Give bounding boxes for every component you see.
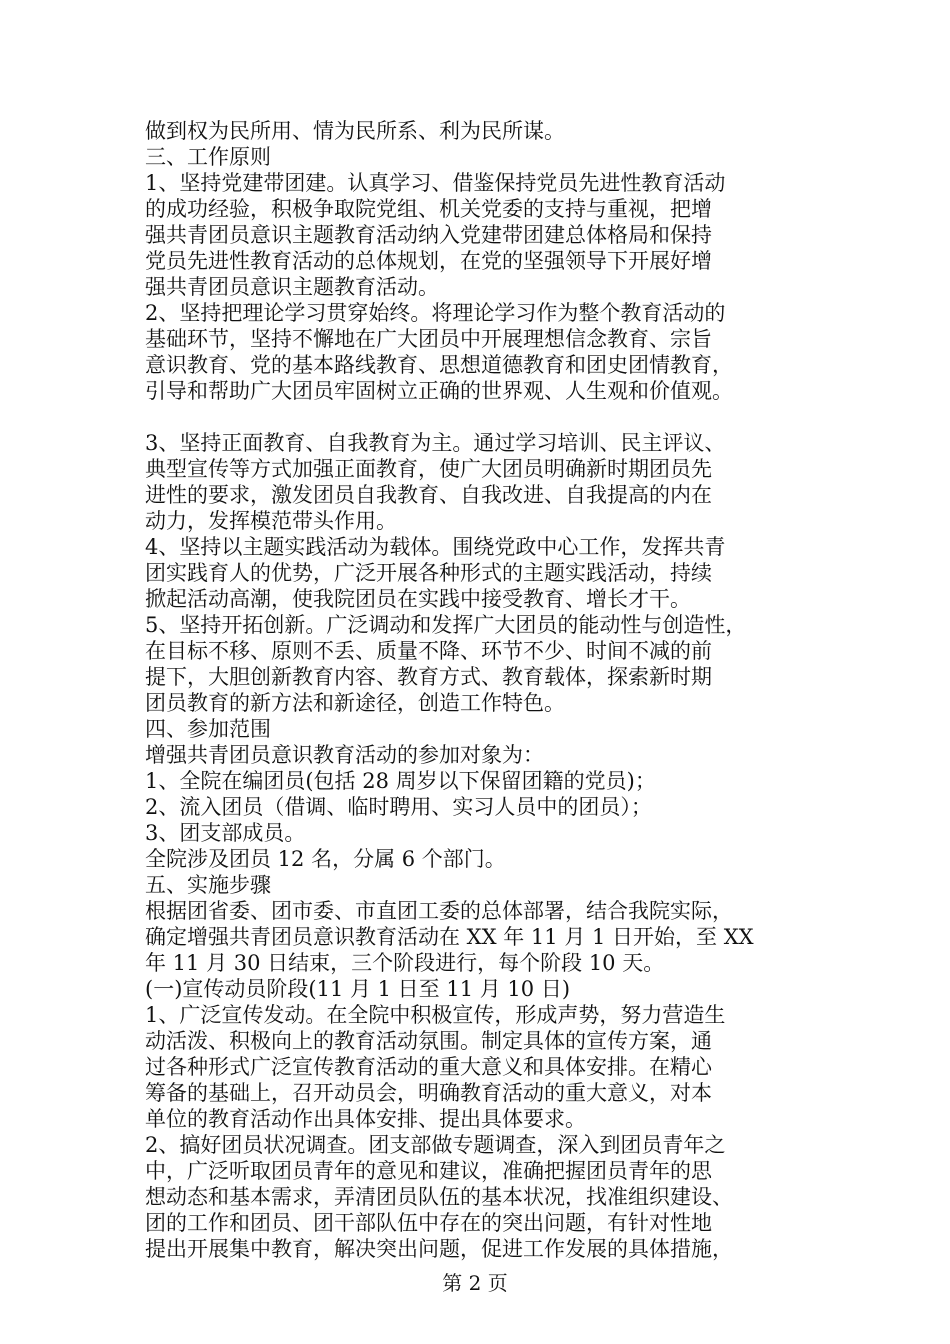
text-line: 2、搞好团员状况调查。团支部做专题调查，深入到团员青年之 <box>145 1133 726 1157</box>
text-line: 1、坚持党建带团建。认真学习、借鉴保持党员先进性教育活动 <box>145 171 726 195</box>
text-line: 进性的要求，激发团员自我教育、自我改进、自我提高的内在 <box>145 483 712 507</box>
text-line: 3、坚持正面教育、自我教育为主。通过学习培训、民主评议、 <box>145 431 726 455</box>
text-line: 单位的教育活动作出具体安排、提出具体要求。 <box>145 1107 586 1131</box>
text-line: 全院涉及团员 12 名，分属 6 个部门。 <box>145 847 506 871</box>
text-line: (一)宣传动员阶段(11 月 1 日至 11 月 10 日) <box>145 977 571 1001</box>
text-line: 动活泼、积极向上的教育活动氛围。制定具体的宣传方案，通 <box>145 1029 712 1053</box>
text-line: 5、坚持开拓创新。广泛调动和发挥广大团员的能动性与创造性， <box>145 613 747 637</box>
paragraph-gap <box>145 404 813 430</box>
text-line: 过各种形式广泛宣传教育活动的重大意义和具体安排。在精心 <box>145 1055 712 1079</box>
document-body <box>145 118 813 1262</box>
text-line: 动力，发挥模范带头作用。 <box>145 509 397 533</box>
text-line: 强共青团员意识主题教育活动纳入党建带团建总体格局和保持 <box>145 223 712 247</box>
page-number: 第 2 页 <box>442 1271 508 1295</box>
text-line: 五、实施步骤 <box>145 873 271 897</box>
text-line: 强共青团员意识主题教育活动。 <box>145 275 439 299</box>
text-line: 四、参加范围 <box>145 717 271 741</box>
text-line: 2、流入团员（借调、临时聘用、实习人员中的团员）； <box>145 795 652 819</box>
text-line: 团的工作和团员、团干部队伍中存在的突出问题，有针对性地 <box>145 1211 712 1235</box>
text-line: 做到权为民所用、情为民所系、利为民所谋。 <box>145 119 565 143</box>
text-line: 想动态和基本需求，弄清团员队伍的基本状况，找准组织建设、 <box>145 1185 733 1209</box>
text-line: 基础环节，坚持不懈地在广大团员中开展理想信念教育、宗旨 <box>145 327 712 351</box>
text-line: 三、工作原则 <box>145 145 271 169</box>
text-line: 党员先进性教育活动的总体规划，在党的坚强领导下开展好增 <box>145 249 712 273</box>
text-line: 2、坚持把理论学习贯穿始终。将理论学习作为整个教育活动的 <box>145 301 726 325</box>
text-line: 的成功经验，积极争取院党组、机关党委的支持与重视，把增 <box>145 197 712 221</box>
text-line: 筹备的基础上，召开动员会，明确教育活动的重大意义，对本 <box>145 1081 712 1105</box>
text-line: 年 11 月 30 日结束，三个阶段进行，每个阶段 10 天。 <box>145 951 665 975</box>
text-line: 确定增强共青团员意识教育活动在 XX 年 11 月 1 日开始，至 XX <box>145 925 754 949</box>
text-line: 意识教育、党的基本路线教育、思想道德教育和团史团情教育， <box>145 353 733 377</box>
text-line: 典型宣传等方式加强正面教育，使广大团员明确新时期团员先 <box>145 457 712 481</box>
text-line: 增强共青团员意识教育活动的参加对象为： <box>145 743 544 767</box>
text-line: 在目标不移、原则不丢、质量不降、环节不少、时间不减的前 <box>145 639 712 663</box>
text-line: 引导和帮助广大团员牢固树立正确的世界观、人生观和价值观。 <box>145 379 733 403</box>
text-line: 1、广泛宣传发动。在全院中积极宣传，形成声势，努力营造生 <box>145 1003 726 1027</box>
text-line: 1、全院在编团员(包括 28 周岁以下保留团籍的党员)； <box>145 769 656 793</box>
text-line: 提下，大胆创新教育内容、教育方式、教育载体，探索新时期 <box>145 665 712 689</box>
text-line: 3、团支部成员。 <box>145 821 306 845</box>
text-line: 团实践育人的优势，广泛开展各种形式的主题实践活动，持续 <box>145 561 712 585</box>
text-line: 提出开展集中教育，解决突出问题，促进工作发展的具体措施， <box>145 1237 733 1261</box>
text-line: 根据团省委、团市委、市直团工委的总体部署，结合我院实际， <box>145 899 733 923</box>
text-line: 掀起活动高潮，使我院团员在实践中接受教育、增长才干。 <box>145 587 691 611</box>
text-line: 中，广泛听取团员青年的意见和建议，准确把握团员青年的思 <box>145 1159 712 1183</box>
text-line: 4、坚持以主题实践活动为载体。围绕党政中心工作，发挥共青 <box>145 535 726 559</box>
text-line: 团员教育的新方法和新途径，创造工作特色。 <box>145 691 565 715</box>
